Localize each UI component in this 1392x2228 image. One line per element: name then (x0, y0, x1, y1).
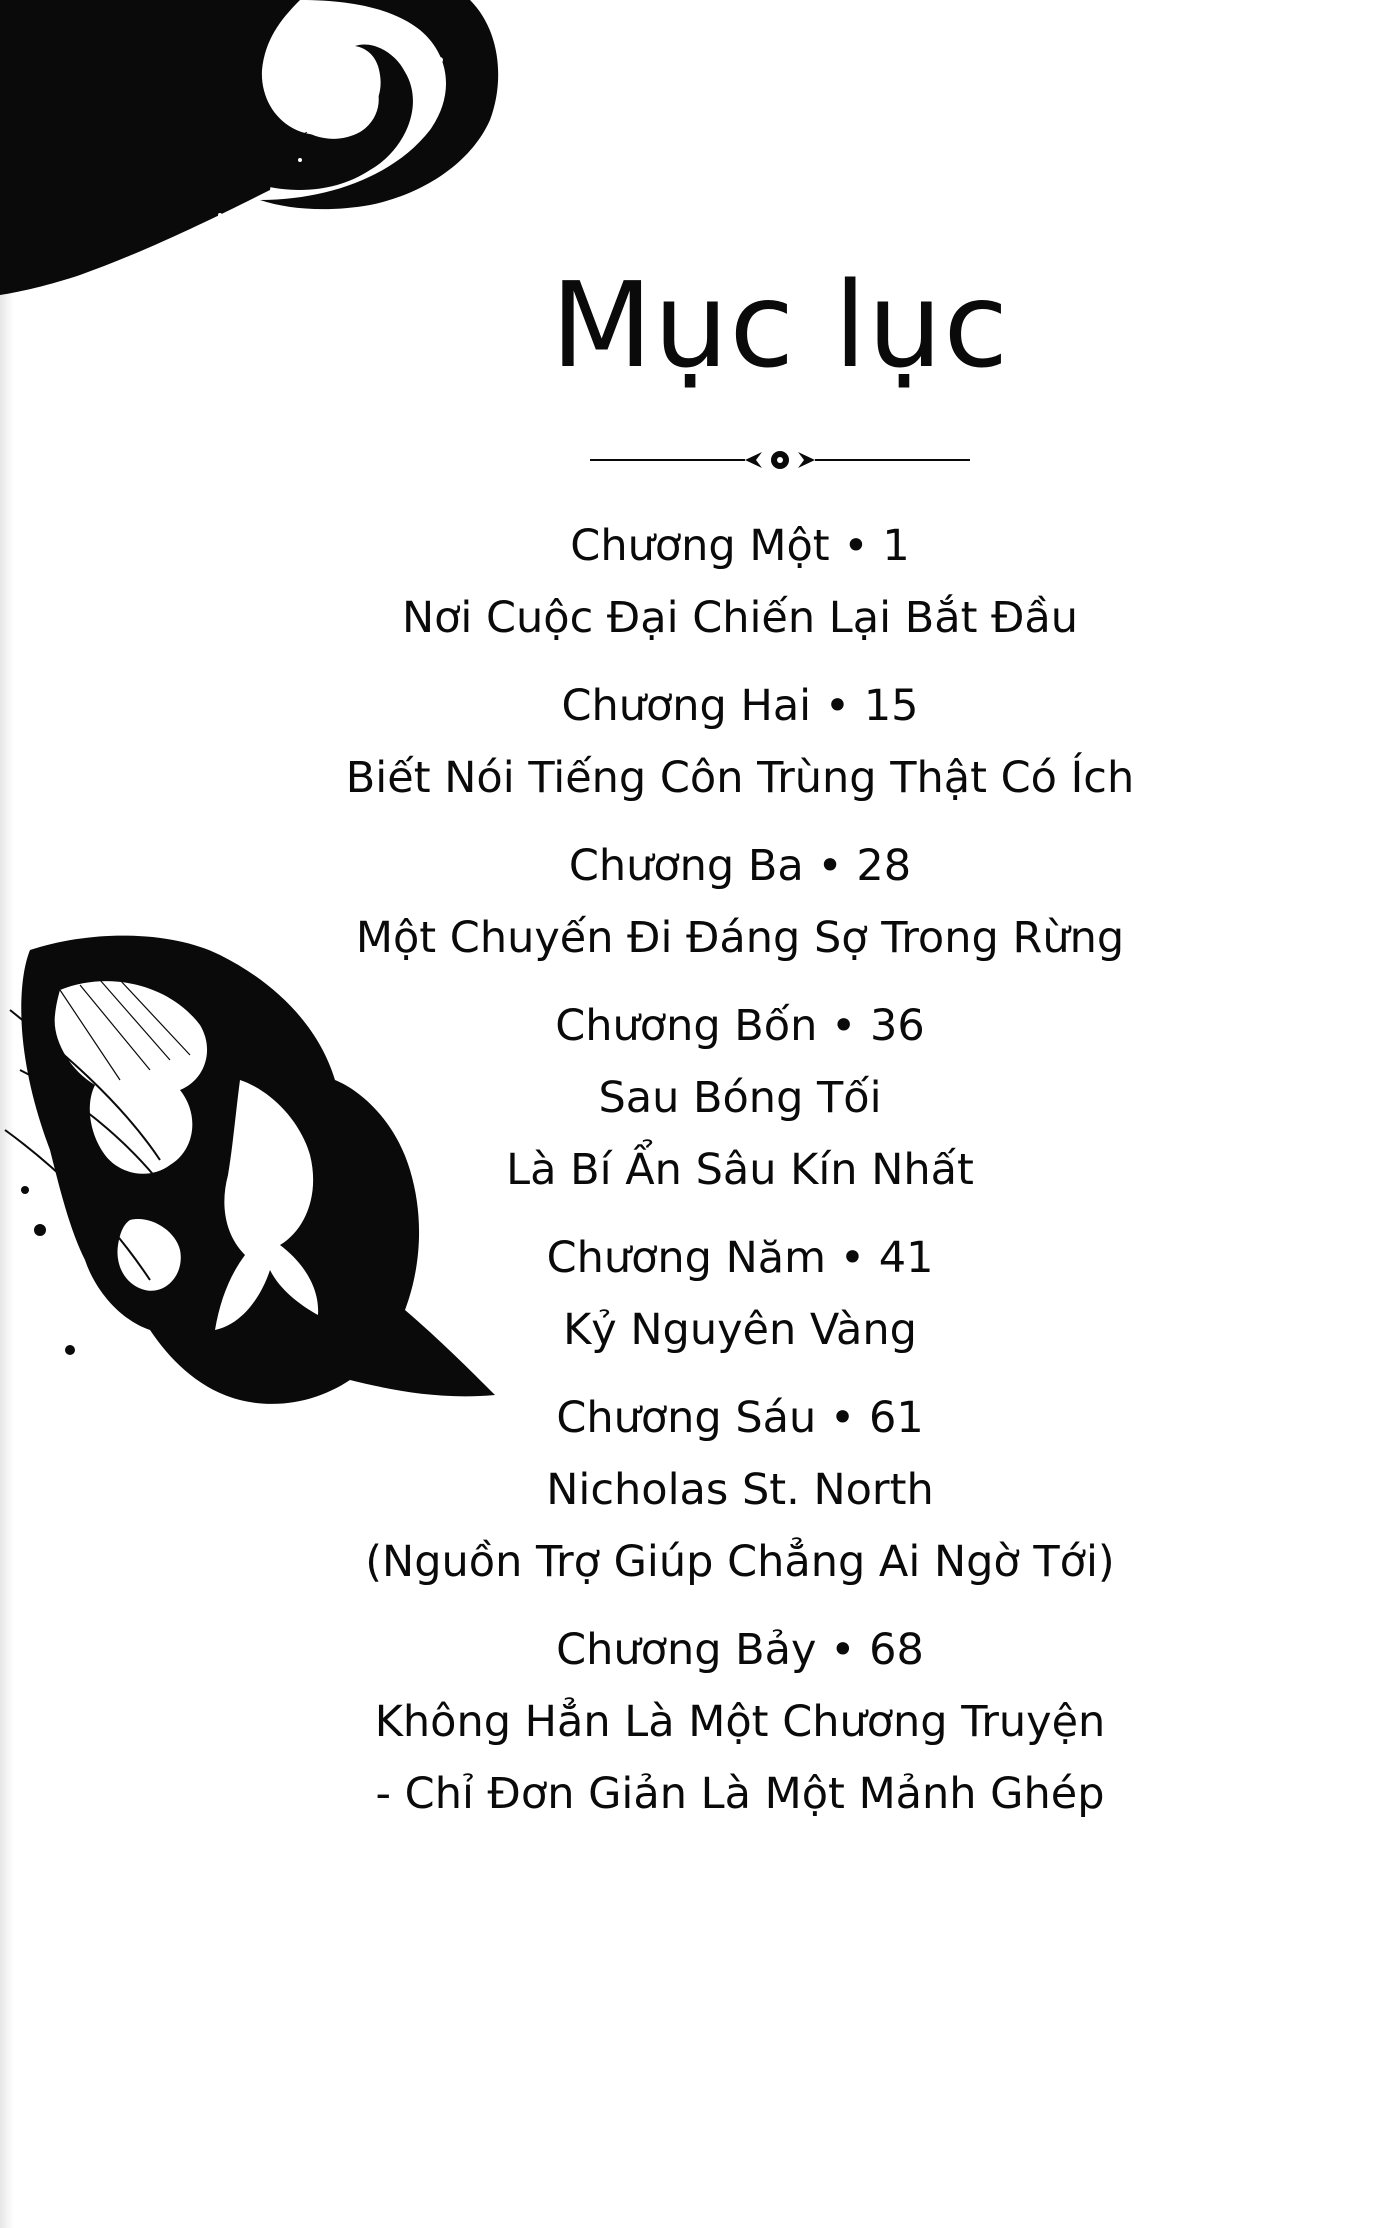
chapter-title-line: Một Chuyến Đi Đáng Sợ Trong Rừng (355, 913, 1125, 963)
chapter-heading: Chương Một • 1 (570, 521, 910, 571)
chapter-title-line: Là Bí Ẩn Sâu Kín Nhất (506, 1145, 974, 1195)
chapter-title-line: (Nguồn Trợ Giúp Chẳng Ai Ngờ Tới) (365, 1537, 1115, 1587)
chapter-title-line: Nơi Cuộc Đại Chiến Lại Bắt Đầu (401, 593, 1079, 643)
chapter-title-line: Kỷ Nguyên Vàng (563, 1305, 917, 1355)
chapter-heading: Chương Sáu • 61 (556, 1393, 924, 1443)
chapter-title-line: Không Hẳn Là Một Chương Truyện (374, 1697, 1106, 1747)
toc-entry-chapter-1[interactable] (330, 510, 1150, 654)
toc-entry-chapter-7[interactable] (330, 1614, 1150, 1830)
chapter-heading: Chương Bảy • 68 (556, 1625, 924, 1675)
toc-entry-chapter-4[interactable] (330, 990, 1150, 1206)
chapter-heading: Chương Ba • 28 (568, 841, 912, 891)
chapter-heading: Chương Bốn • 36 (555, 1001, 925, 1051)
chapter-heading: Chương Năm • 41 (546, 1233, 934, 1283)
chapter-title-line: - Chỉ Đơn Giản Là Một Mảnh Ghép (375, 1769, 1105, 1819)
toc-entry-chapter-6[interactable] (330, 1382, 1150, 1598)
toc-entry-chapter-3[interactable] (330, 830, 1150, 974)
ink-swirl-top-illustration (0, 0, 520, 300)
chapter-title-line: Biết Nói Tiếng Côn Trùng Thật Có Ích (345, 753, 1135, 803)
table-of-contents (330, 510, 1150, 1846)
chapter-title-line: Sau Bóng Tối (598, 1073, 882, 1123)
chapter-title-line: Nicholas St. North (546, 1465, 934, 1515)
title-divider-ornament (590, 440, 970, 480)
page-title: Mục lục (550, 256, 1010, 394)
toc-entry-chapter-5[interactable] (330, 1222, 1150, 1366)
chapter-heading: Chương Hai • 15 (561, 681, 919, 731)
toc-entry-chapter-2[interactable] (330, 670, 1150, 814)
